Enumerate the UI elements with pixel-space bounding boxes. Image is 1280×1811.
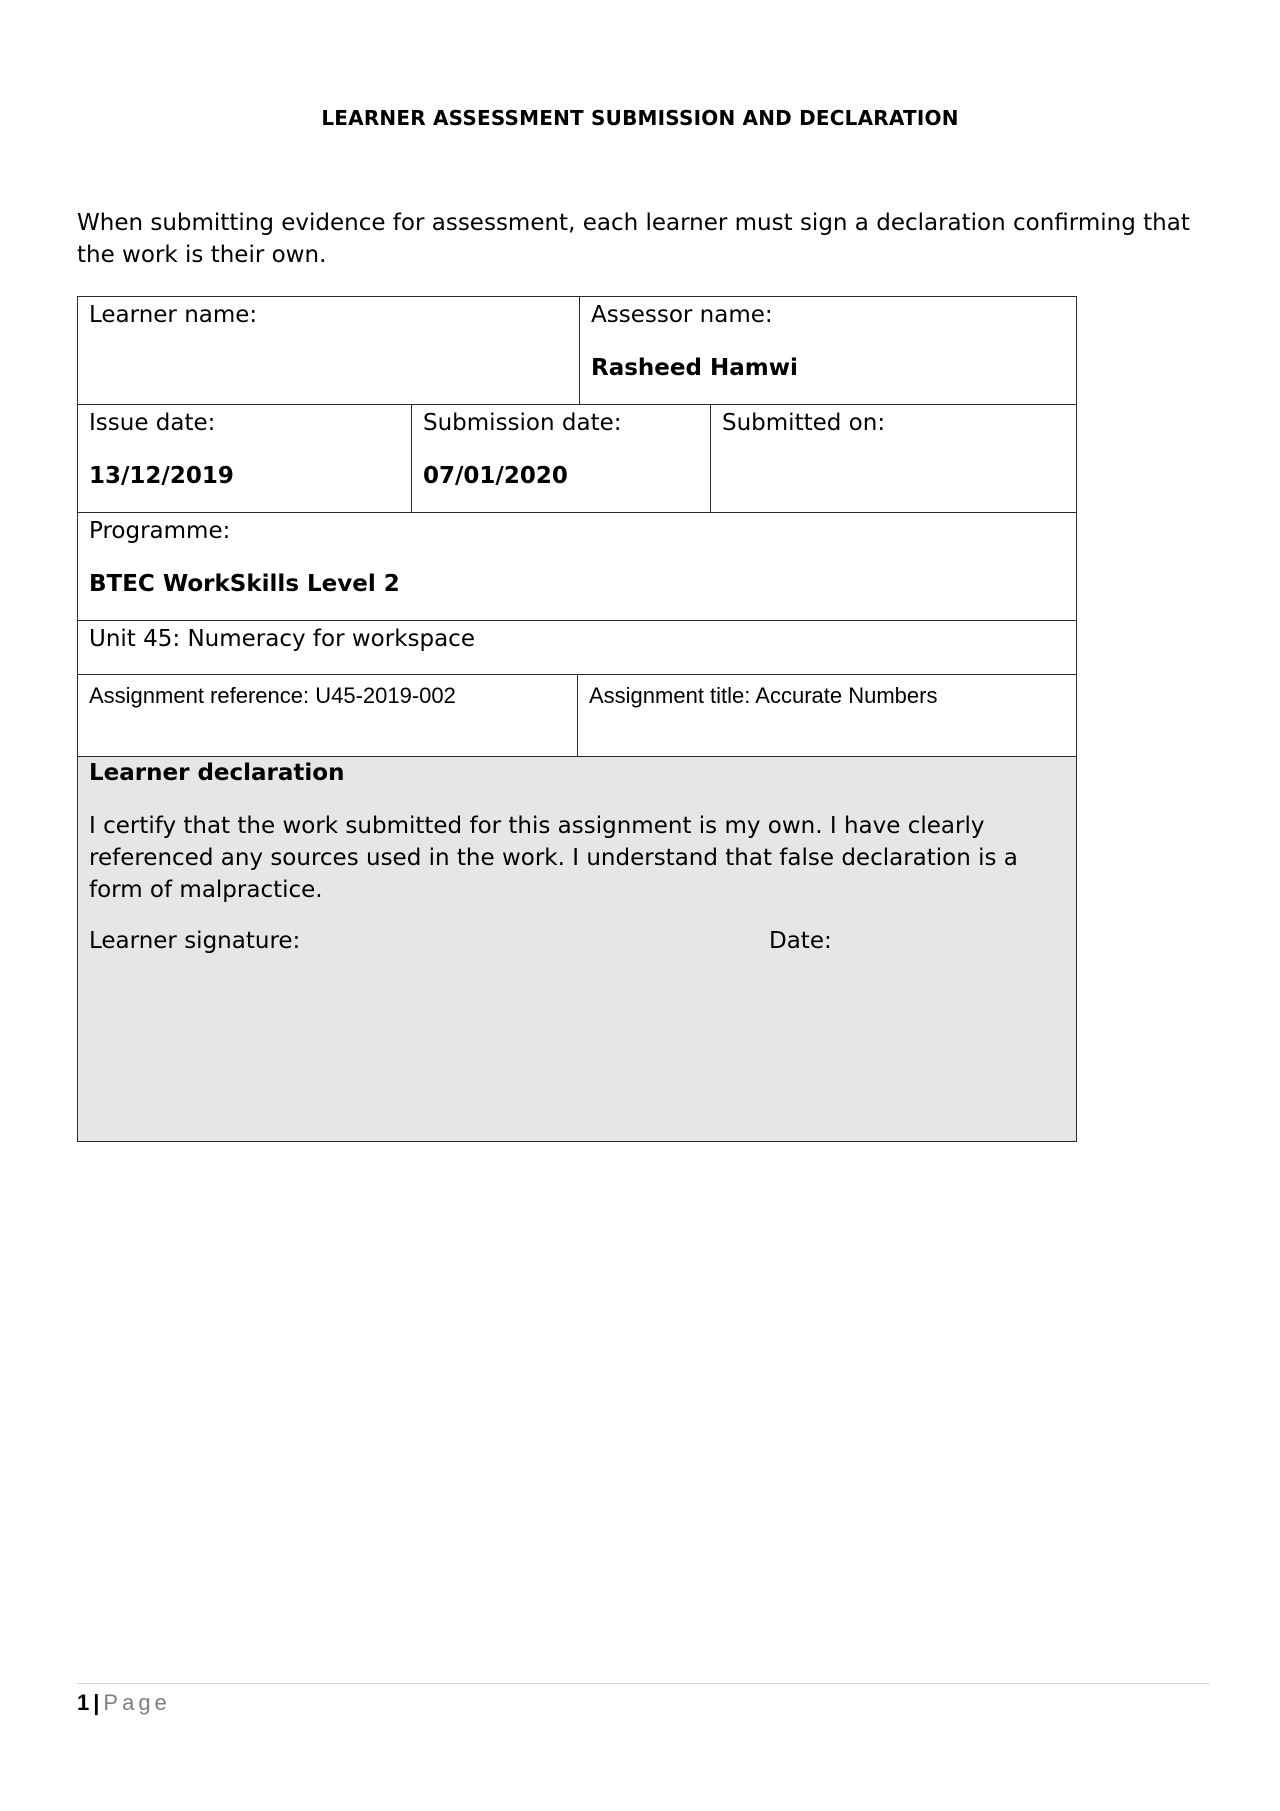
issue-date-cell: [77, 404, 412, 513]
issue-date-label: Issue date:: [89, 410, 216, 436]
submitted-on-cell[interactable]: [710, 404, 1077, 513]
assessor-name-value: Rasheed Hamwi: [591, 355, 798, 381]
intro-paragraph: When submitting evidence for assessment, each learner must sign a declaration confirming that the work is their own.: [77, 210, 1190, 268]
declaration-body: I certify that the work submitted for this assignment is my own. I have clearly referenced any sources used in the work. I understand that false declaration is a form of malpractice.: [89, 813, 1018, 903]
assignment-title-cell: [577, 674, 1077, 757]
page-word: Page: [103, 1690, 171, 1715]
learner-signature-label[interactable]: Learner signature:: [89, 928, 301, 954]
assignment-reference-cell: [77, 674, 578, 757]
footer-divider: [77, 1683, 1210, 1684]
submission-date-label: Submission date:: [423, 410, 622, 436]
submission-date-cell: [411, 404, 711, 513]
submitted-on-label: Submitted on:: [722, 410, 886, 436]
assignment-title-text: Assignment title: Accurate Numbers: [589, 683, 938, 708]
declaration-heading: Learner declaration: [89, 760, 345, 786]
unit-cell: [77, 620, 1077, 675]
programme-cell: [77, 512, 1077, 621]
signature-row: [89, 926, 1065, 958]
document-title: LEARNER ASSESSMENT SUBMISSION AND DECLARATION: [321, 106, 959, 130]
issue-date-value: 13/12/2019: [89, 463, 234, 489]
page-number: 1: [77, 1690, 90, 1715]
declaration-date-label[interactable]: Date:: [769, 928, 832, 954]
assessor-name-label: Assessor name:: [591, 302, 773, 328]
unit-text: Unit 45: Numeracy for workspace: [89, 626, 475, 652]
programme-value: BTEC WorkSkills Level 2: [89, 571, 400, 597]
page-footer: [77, 1690, 171, 1716]
learner-name-label: Learner name:: [89, 302, 258, 328]
learner-declaration-cell: [77, 756, 1077, 1142]
learner-name-cell[interactable]: [77, 296, 580, 405]
submission-date-value: 07/01/2020: [423, 463, 568, 489]
submission-form-table: [77, 296, 1077, 1142]
assignment-reference-text: Assignment reference: U45-2019-002: [89, 683, 456, 708]
programme-label: Programme:: [89, 518, 231, 544]
assessor-name-cell: [579, 296, 1077, 405]
footer-separator: |: [93, 1690, 100, 1715]
